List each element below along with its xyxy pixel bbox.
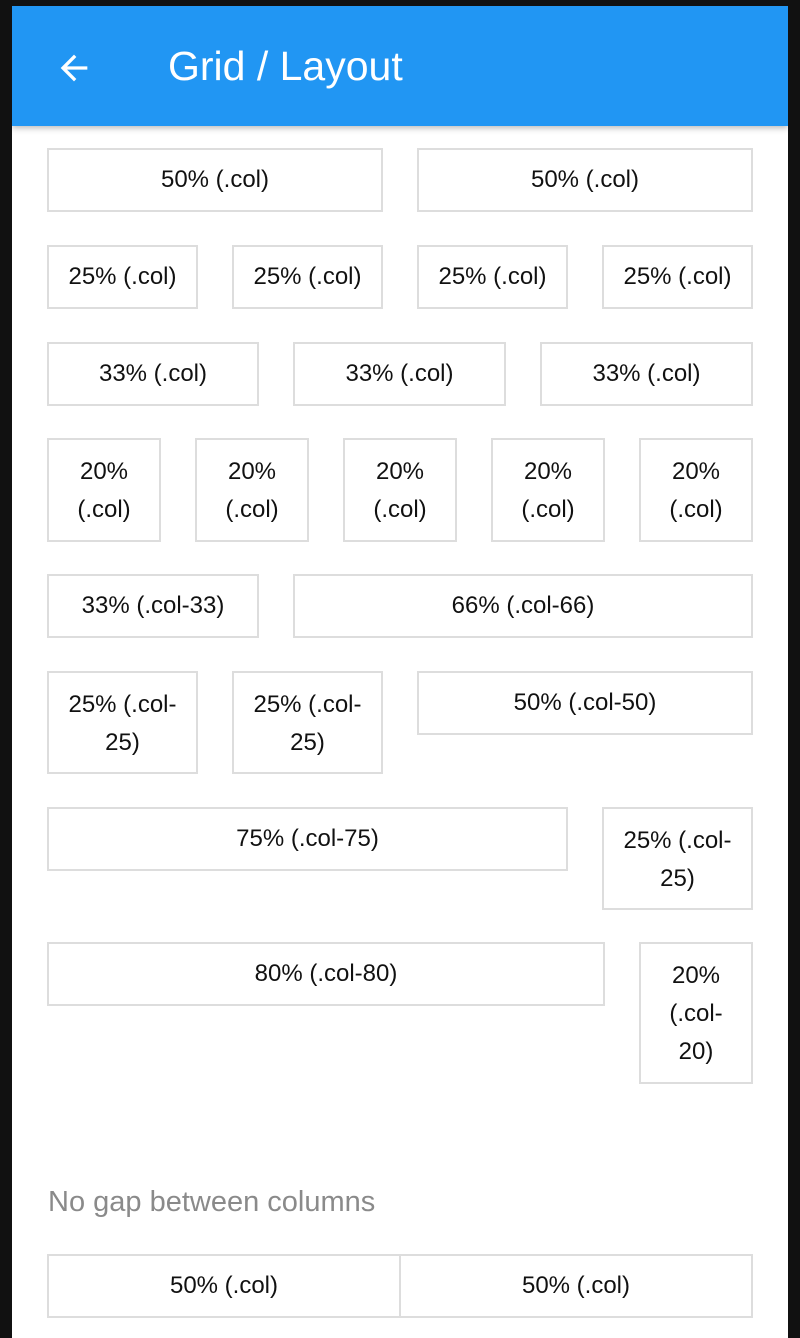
- grid-cell-col-66: 66% (.col-66): [293, 574, 753, 638]
- grid-cell-20: 20% (.col): [639, 438, 753, 542]
- grid-cell-col-50: 50% (.col-50): [417, 671, 753, 735]
- screen: [12, 6, 788, 1338]
- grid-cell-25: 25% (.col): [232, 245, 383, 309]
- grid-cell-50: 50% (.col): [417, 148, 753, 212]
- back-button[interactable]: [50, 44, 98, 92]
- grid-cell-33: 33% (.col): [293, 342, 506, 406]
- grid-cell-no-gap-50: 50% (.col): [399, 1254, 753, 1318]
- grid-cell-25: 25% (.col): [417, 245, 568, 309]
- grid-cell-20: 20% (.col): [491, 438, 605, 542]
- grid-cell-col-25: 25% (.col-25): [602, 807, 753, 910]
- grid-cell-col-80: 80% (.col-80): [47, 942, 605, 1006]
- page-title: Grid / Layout: [168, 43, 403, 89]
- grid-cell-33: 33% (.col): [540, 342, 753, 406]
- grid-cell-20: 20% (.col): [195, 438, 309, 542]
- grid-cell-col-25: 25% (.col-25): [232, 671, 383, 774]
- grid-cell-col-33: 33% (.col-33): [47, 574, 259, 638]
- section-title-no-gap: No gap between columns: [48, 1186, 376, 1218]
- grid-cell-33: 33% (.col): [47, 342, 259, 406]
- grid-cell-25: 25% (.col): [602, 245, 753, 309]
- grid-cell-col-20: 20% (.col-20): [639, 942, 753, 1084]
- grid-cell-col-75: 75% (.col-75): [47, 807, 568, 871]
- grid-cell-col-25: 25% (.col-25): [47, 671, 198, 774]
- grid-cell-20: 20% (.col): [47, 438, 161, 542]
- grid-cell-20: 20% (.col): [343, 438, 457, 542]
- arrow-left-icon: [54, 48, 94, 88]
- grid-cell-no-gap-50: 50% (.col): [47, 1254, 401, 1318]
- grid-cell-25: 25% (.col): [47, 245, 198, 309]
- grid-cell-50: 50% (.col): [47, 148, 383, 212]
- navbar: [12, 6, 788, 126]
